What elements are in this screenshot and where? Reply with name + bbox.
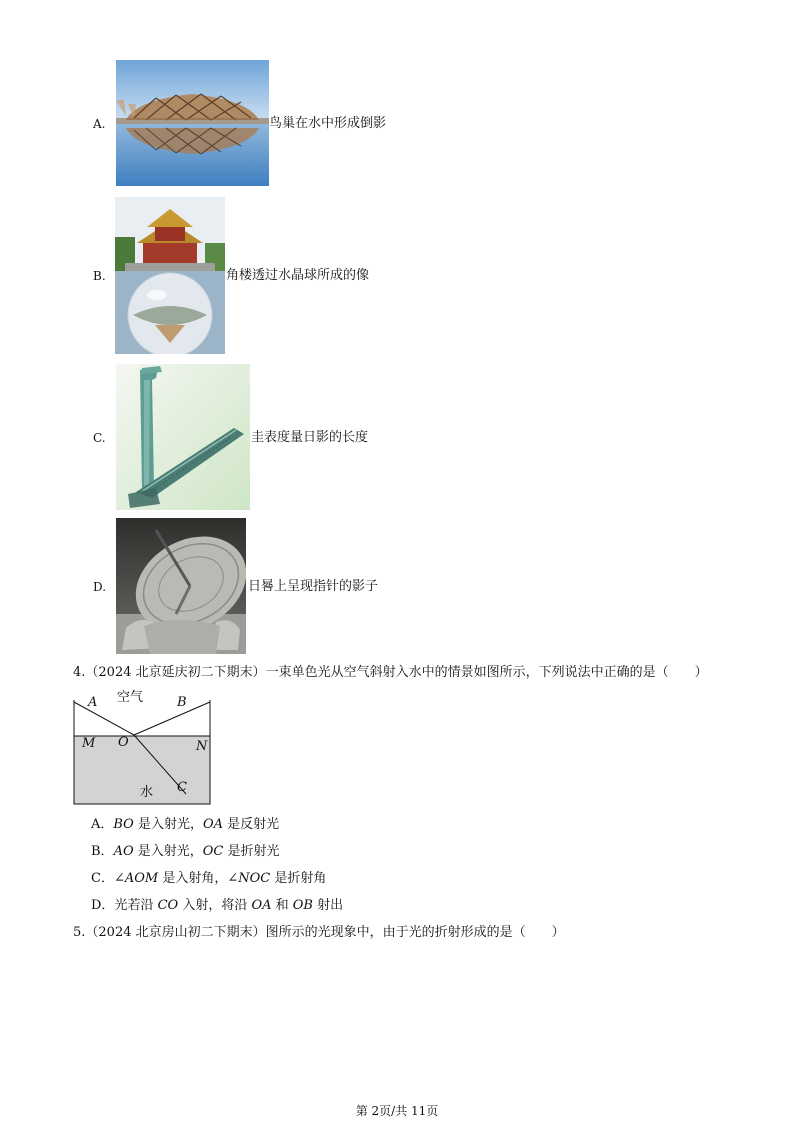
gnomon-photo bbox=[116, 364, 250, 510]
option-caption: 圭表度量日影的长度 bbox=[251, 430, 369, 445]
choice-symbol: OA bbox=[251, 898, 272, 913]
refraction-diagram bbox=[70, 690, 214, 808]
page-number: 第 2页/共 11页 bbox=[355, 1104, 439, 1118]
sundial-photo bbox=[116, 518, 246, 654]
choice-b[interactable] bbox=[91, 844, 280, 860]
choice-text: 是折射光 bbox=[223, 844, 280, 859]
choice-symbol: OA bbox=[202, 817, 224, 832]
point-label-c: C bbox=[177, 780, 187, 795]
choice-symbol: BO bbox=[113, 817, 134, 832]
option-a[interactable] bbox=[0, 60, 794, 187]
choice-a[interactable] bbox=[91, 817, 279, 833]
ray-bo bbox=[134, 702, 210, 735]
choice-text: 是反射光 bbox=[223, 817, 280, 832]
choice-text: 是入射角，∠ bbox=[158, 871, 239, 886]
option-b[interactable] bbox=[0, 197, 794, 354]
choice-text: 是折射角 bbox=[270, 871, 327, 886]
choice-letter: A． bbox=[91, 817, 114, 832]
choice-letter: D． bbox=[91, 898, 115, 913]
choice-symbol: OB bbox=[292, 898, 313, 913]
point-label-a: A bbox=[88, 695, 98, 710]
choice-symbol: OC bbox=[202, 844, 224, 859]
question-5-stem: 5.（2024 北京房山初二下期末）图所示的光现象中，由于光的折射形成的是（ ） bbox=[73, 925, 565, 940]
question-4-stem: 4.（2024 北京延庆初二下期末）一束单色光从空气斜射入水中的情景如图所示，下列说法中正确的是（ ） bbox=[73, 665, 708, 680]
option-caption: 日晷上呈现指针的影子 bbox=[248, 579, 379, 594]
option-c[interactable] bbox=[0, 364, 794, 510]
choice-text: 光若沿 bbox=[114, 898, 158, 913]
choice-letter: C． bbox=[91, 871, 114, 886]
ray-ao bbox=[74, 702, 134, 735]
option-caption: 角楼透过水晶球所成的像 bbox=[226, 268, 370, 283]
choice-symbol: AOM bbox=[124, 871, 159, 886]
option-d[interactable] bbox=[0, 518, 794, 654]
point-label-o: O bbox=[118, 735, 129, 750]
bird-nest-reflection-photo bbox=[116, 60, 269, 186]
choice-text: 是入射光， bbox=[133, 817, 203, 832]
choice-text: 入射，将沿 bbox=[178, 898, 252, 913]
choice-d[interactable] bbox=[91, 898, 343, 914]
option-letter: B. bbox=[93, 269, 106, 283]
choice-text: 是入射光， bbox=[133, 844, 203, 859]
option-letter: C. bbox=[93, 431, 106, 445]
choice-c[interactable] bbox=[91, 871, 326, 887]
choice-text: 射出 bbox=[312, 898, 344, 913]
corner-tower-crystal-ball-photo bbox=[115, 197, 225, 354]
point-label-n: N bbox=[196, 739, 208, 754]
choice-letter: B． bbox=[91, 844, 114, 859]
option-caption: 鸟巢在水中形成倒影 bbox=[269, 116, 387, 131]
air-label: 空气 bbox=[117, 690, 144, 705]
option-letter: D. bbox=[93, 580, 107, 594]
choice-text: ∠ bbox=[113, 871, 125, 886]
choice-symbol: CO bbox=[157, 898, 179, 913]
choice-text: 和 bbox=[271, 898, 293, 913]
point-label-b: B bbox=[177, 695, 187, 710]
point-label-m: M bbox=[82, 736, 96, 751]
choice-symbol: NOC bbox=[238, 871, 271, 886]
option-letter: A. bbox=[93, 117, 106, 131]
water-label: 水 bbox=[140, 785, 154, 800]
choice-symbol: AO bbox=[113, 844, 134, 859]
